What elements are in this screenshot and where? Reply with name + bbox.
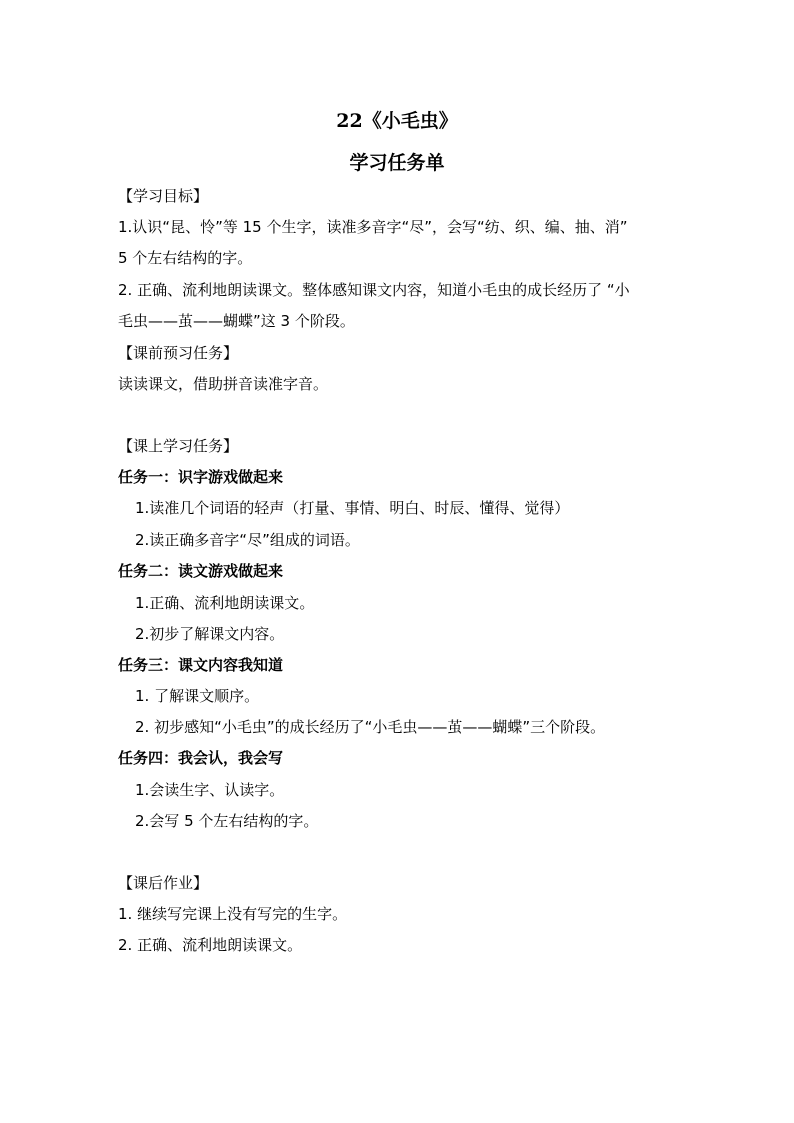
task-2-item-2: 2.初步了解课文内容。 bbox=[135, 625, 285, 643]
goal-1-line-1: 1.认识“昆、怜”等 15 个生字，读准多音字“尽”，会写“纺、织、编、抽、消” bbox=[118, 218, 628, 236]
task-2-title: 任务二：读文游戏做起来 bbox=[118, 562, 284, 580]
homework-item-2: 2. 正确、流利地朗读课文。 bbox=[118, 936, 303, 954]
task-4-item-2: 2.会写 5 个左右结构的字。 bbox=[135, 812, 319, 830]
goals-heading: 【学习目标】 bbox=[118, 187, 209, 205]
task-2-item-1: 1.正确、流利地朗读课文。 bbox=[135, 594, 315, 612]
document-subtitle: 学习任务单 bbox=[349, 152, 445, 174]
document-title: 22《小毛虫》 bbox=[336, 110, 458, 132]
task-1-title: 任务一：识字游戏做起来 bbox=[118, 468, 284, 486]
goal-1-line-2: 5 个左右结构的字。 bbox=[118, 249, 253, 267]
task-4-item-1: 1.会读生字、认读字。 bbox=[135, 781, 285, 799]
homework-heading: 【课后作业】 bbox=[118, 874, 209, 892]
task-3-item-1: 1. 了解课文顺序。 bbox=[135, 687, 260, 705]
task-1-item-2: 2.读正确多音字“尽”组成的词语。 bbox=[135, 531, 360, 549]
preview-text: 读读课文，借助拼音读准字音。 bbox=[118, 375, 329, 393]
preview-heading: 【课前预习任务】 bbox=[118, 344, 239, 362]
homework-item-1: 1. 继续写完课上没有写完的生字。 bbox=[118, 905, 348, 923]
task-4-title: 任务四：我会认，我会写 bbox=[118, 749, 284, 767]
task-3-title: 任务三：课文内容我知道 bbox=[118, 656, 284, 674]
inclass-heading: 【课上学习任务】 bbox=[118, 437, 239, 455]
goal-2-line-1: 2. 正确、流利地朗读课文。整体感知课文内容，知道小毛虫的成长经历了 “小 bbox=[118, 281, 630, 299]
task-1-item-1: 1.读准几个词语的轻声（打量、事情、明白、时辰、懂得、觉得） bbox=[135, 499, 570, 517]
task-3-item-2: 2. 初步感知“小毛虫”的成长经历了“小毛虫——茧——蝴蝶”三个阶段。 bbox=[135, 718, 606, 736]
goal-2-line-2: 毛虫——茧——蝴蝶”这 3 个阶段。 bbox=[118, 312, 355, 330]
